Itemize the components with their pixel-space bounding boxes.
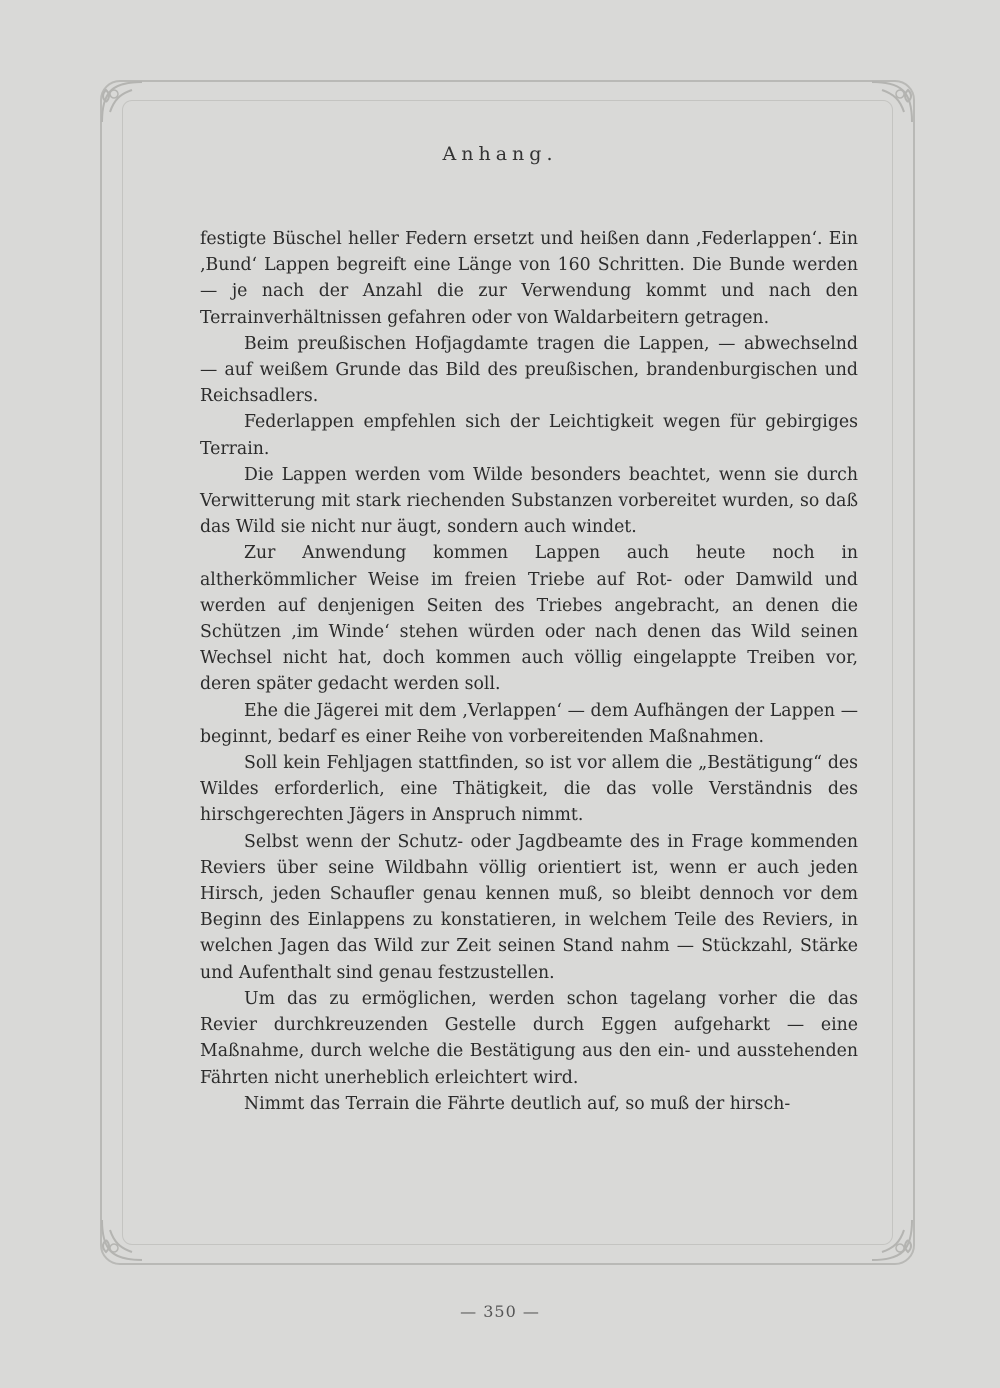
corner-ornament-icon: [862, 72, 922, 132]
corner-ornament-icon: [862, 1210, 922, 1270]
paragraph: Beim preußischen Hofjagdamte tragen die Lappen, — abwechselnd — auf weißem Grunde das Bild des preußischen, brandenburgischen und Reichsadlers.: [200, 333, 858, 407]
paragraph: Um das zu ermöglichen, werden schon tagelang vorher die das Revier durchkreuzenden Gestelle durch Eggen aufgeharkt — eine Maßnahme, durch welche die Bestätigung aus den ein- und ausstehenden Fährten nicht unerheblich erleichtert wird.: [200, 988, 858, 1088]
corner-ornament-icon: [92, 72, 152, 132]
paragraph: Soll kein Fehljagen stattfinden, so ist vor allem die „Bestätigung“ des Wildes erforderlich, eine Thätigkeit, die das volle Verständnis des hirschgerechten Jägers in Anspruch nimmt.: [200, 753, 858, 826]
corner-ornament-icon: [92, 1210, 152, 1270]
page-number: — 350 —: [460, 1302, 540, 1321]
body-text: [200, 226, 858, 1117]
paragraph: Ehe die Jägerei mit dem ‚Verlappen‘ — dem Aufhängen der Lappen — beginnt, bedarf es einer Reihe von vorbereitenden Maßnahmen.: [200, 700, 858, 747]
paragraph: Selbst wenn der Schutz- oder Jagdbeamte des in Frage kommenden Reviers über seine Wildbahn völlig orientiert ist, wenn er auch jeden Hirsch, jeden Schaufler genau kennen muß, so bleibt dennoch vor dem Beginn des Einlappens zu konstatieren, in welchem Teile des Reviers, in welchen Jagen das Wild zur Zeit seinen Stand nahm — Stückzahl, Stärke und Aufenthalt sind genau festzustellen.: [200, 831, 858, 983]
running-header: Anhang.: [442, 143, 558, 165]
paragraph: Nimmt das Terrain die Fährte deutlich auf, so muß der hirsch-: [244, 1093, 791, 1114]
paragraph: Zur Anwendung kommen Lappen auch heute noch in altherkömmlicher Weise im freien Triebe auf Rot- oder Damwild und werden auf denjenigen Seiten des Triebes angebracht, an denen die Schützen ‚im Winde‘ stehen würden oder nach denen das Wild seinen Wechsel nicht hat, doch kommen auch völlig eingelappte Treiben vor, deren später gedacht werden soll.: [200, 543, 858, 695]
paragraph: Die Lappen werden vom Wilde besonders beachtet, wenn sie durch Verwitterung mit stark riechenden Substanzen vorbereitet wurden, so daß das Wild sie nicht nur äugt, sondern auch windet.: [200, 464, 858, 538]
paragraph: festigte Büschel heller Federn ersetzt und heißen dann ‚Federlappen‘. Ein ‚Bund‘ Lappen begreift eine Länge von 160 Schritten. Die Bunde werden — je nach der Anzahl die zur Verwendung kommt und nach den Terrainverhältnissen gefahren oder von Waldarbeitern getragen.: [200, 229, 858, 328]
paragraph: Federlappen empfehlen sich der Leichtigkeit wegen für gebirgiges Terrain.: [200, 412, 858, 459]
